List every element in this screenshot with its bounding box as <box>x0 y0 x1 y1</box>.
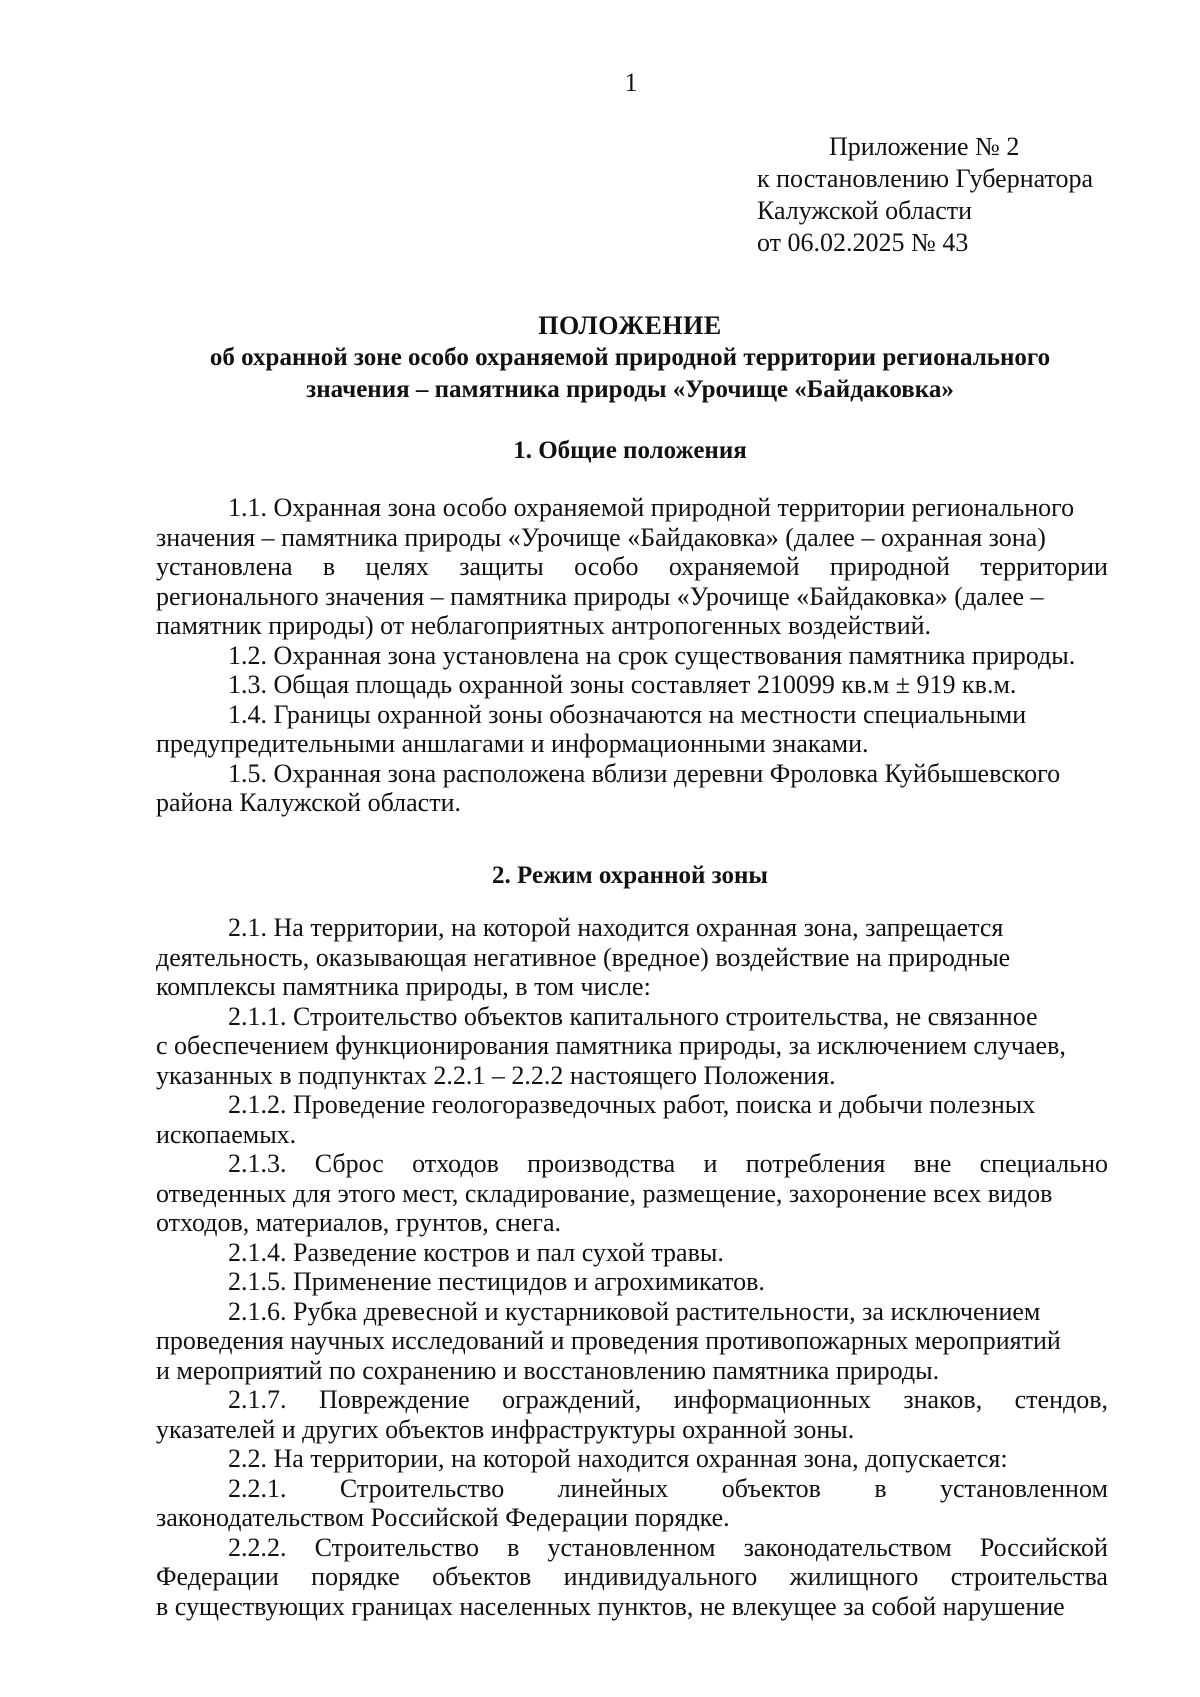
text-line: 2.1.6. Рубка древесной и кустарниковой растительности, за исключением <box>228 1296 1041 1326</box>
paragraph-2-1-2 <box>156 1090 1108 1149</box>
paragraph-2-1 <box>156 913 1108 1002</box>
text-line: предупредительными аншлагами и информационными знаками. <box>156 729 869 758</box>
text-line: деятельность, оказывающая негативное (вредное) воздействие на природные <box>156 942 1011 972</box>
appendix-line: от 06.02.2025 № 43 <box>757 228 969 257</box>
text-line: 1.3. Общая площадь охранной зоны составляет 210099 кв.м ± 919 кв.м. <box>228 670 1017 699</box>
paragraph-2-2-2 <box>156 1533 1108 1622</box>
paragraph-2-2-1 <box>156 1474 1108 1533</box>
title-line: значения – памятника природы «Урочище «Байдаковка» <box>306 376 954 403</box>
paragraph-2-1-4 <box>156 1238 1108 1268</box>
text-line: и мероприятий по сохранению и восстановлению памятника природы. <box>156 1355 940 1385</box>
appendix-line: Калужской области <box>757 196 973 225</box>
text-line: 2.1.1. Строительство объектов капитального строительства, не связанное <box>228 1001 1038 1031</box>
text-line-justified: установлена в целях защиты особо охраняемой природной территории <box>156 552 1108 581</box>
paragraph-1-2 <box>156 641 1108 671</box>
paragraph-1-5 <box>156 759 1108 818</box>
text-line: 1.4. Границы охранной зоны обозначаются на местности специальными <box>228 699 1027 729</box>
text-line: проведения научных исследований и проведения противопожарных мероприятий <box>156 1326 1061 1355</box>
text-line: отходов, материалов, грунтов, снега. <box>156 1208 561 1237</box>
text-line: 2.1.4. Разведение костров и пал сухой травы. <box>228 1237 724 1267</box>
section-heading: 2. Режим охранной зоны <box>492 862 768 889</box>
text-line-justified: Федерации порядке объектов индивидуального жилищного строительства <box>156 1562 1108 1591</box>
paragraph-2-1-6 <box>156 1297 1108 1386</box>
text-line: 1.1. Охранная зона особо охраняемой природной территории регионального <box>228 493 1075 522</box>
appendix-line: к постановлению Губернатора <box>757 164 1094 193</box>
paragraph-2-2 <box>156 1444 1108 1474</box>
text-line: законодательством Российской Федерации порядке. <box>156 1503 730 1532</box>
text-line: ископаемых. <box>156 1119 297 1149</box>
page-number: 1 <box>624 68 638 97</box>
text-line: 2.1.5. Применение пестицидов и агрохимикатов. <box>228 1267 765 1296</box>
text-line: 1.2. Охранная зона установлена на срок существования памятника природы. <box>228 640 1076 670</box>
title-line: об охранной зоне особо охраняемой природной территории регионального <box>209 344 1051 371</box>
text-line: 2.1. На территории, на которой находится охранная зона, запрещается <box>228 913 1004 942</box>
text-line: отведенных для этого мест, складирование, размещение, захоронение всех видов <box>156 1178 1053 1208</box>
paragraph-2-1-3 <box>156 1149 1108 1238</box>
text-line: района Калужской области. <box>156 788 461 817</box>
document-title <box>150 310 1110 406</box>
text-line: в существующих границах населенных пунктов, не влекущее за собой нарушение <box>156 1591 1065 1621</box>
section-heading: 1. Общие положения <box>513 437 747 464</box>
text-line: памятник природы) от неблагоприятных антропогенных воздействий. <box>156 611 932 640</box>
paragraph-1-3 <box>156 670 1108 700</box>
text-line-justified: 2.2.1. Строительство линейных объектов в установленном <box>228 1473 1108 1503</box>
text-line: значения – памятника природы «Урочище «Байдаковка» (далее – охранная зона) <box>156 522 1046 552</box>
text-line: 2.2. На территории, на которой находится охранная зона, допускается: <box>228 1444 1008 1473</box>
paragraph-1-1 <box>156 493 1108 641</box>
text-line: регионального значения – памятника природы «Урочище «Байдаковка» (далее – <box>156 581 1044 611</box>
text-line-justified: 2.1.7. Повреждение ограждений, информационных знаков, стендов, <box>228 1385 1108 1414</box>
text-line: указанных в подпунктах 2.2.1 – 2.2.2 настоящего Положения. <box>156 1060 836 1090</box>
text-line-justified: 2.1.3. Сброс отходов производства и потребления вне специально <box>228 1149 1108 1178</box>
text-line: комплексы памятника природы, в том числе: <box>156 972 651 1001</box>
text-line: указателей и других объектов инфраструктуры охранной зоны. <box>156 1414 855 1444</box>
paragraph-2-1-1 <box>156 1002 1108 1091</box>
paragraph-1-4 <box>156 700 1108 759</box>
text-line: 2.1.2. Проведение геологоразведочных работ, поиска и добычи полезных <box>228 1090 1036 1119</box>
paragraph-2-1-5 <box>156 1267 1108 1297</box>
text-line-justified: 2.2.2. Строительство в установленном законодательством Российской <box>228 1532 1108 1562</box>
appendix-line: Приложение № 2 <box>829 132 1020 161</box>
text-line: 1.5. Охранная зона расположена вблизи деревни Фроловка Куйбышевского <box>228 758 1061 788</box>
text-line: с обеспечением функционирования памятника природы, за исключением случаев, <box>156 1031 1066 1060</box>
title-main: ПОЛОЖЕНИЕ <box>538 311 722 340</box>
appendix-block <box>757 131 1093 259</box>
section-1-body <box>156 493 1108 818</box>
paragraph-2-1-7 <box>156 1385 1108 1444</box>
section-2-body <box>156 913 1108 1621</box>
